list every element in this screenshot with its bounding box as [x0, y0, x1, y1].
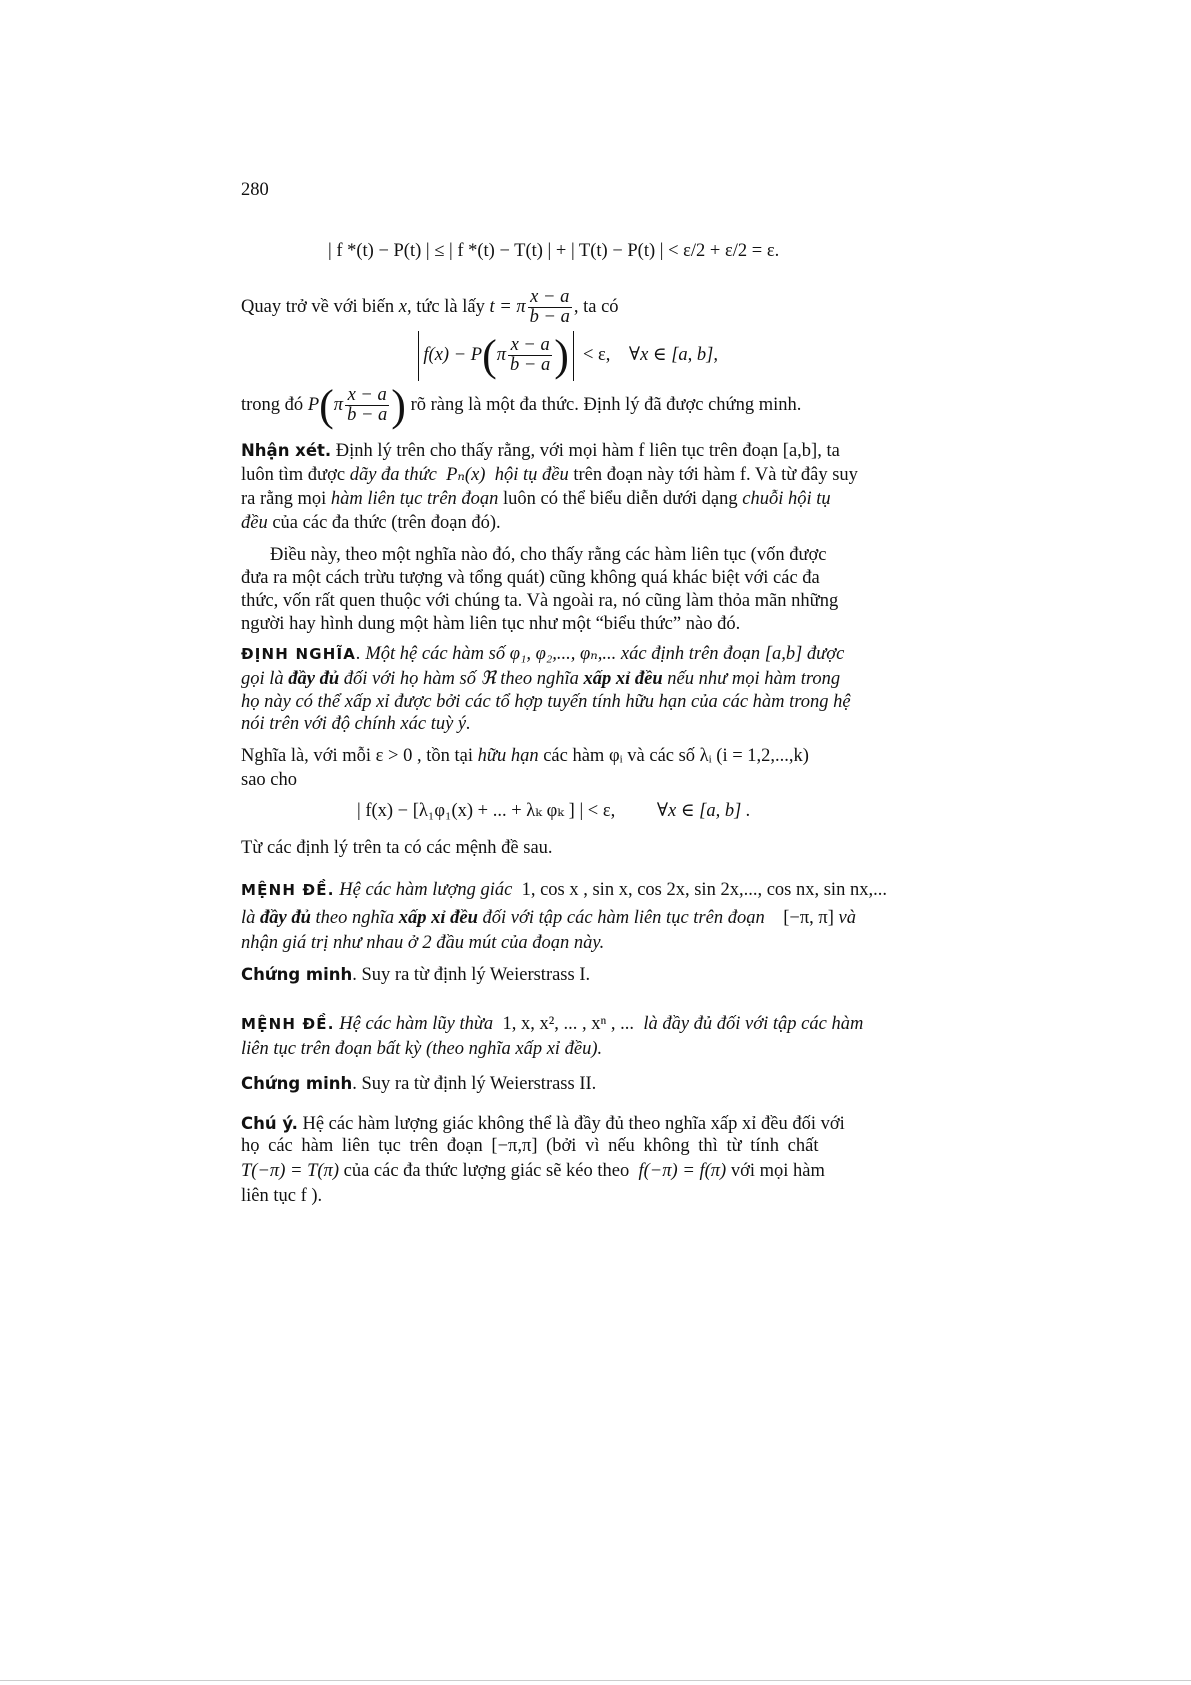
- text: chuỗi hội tụ: [742, 489, 831, 509]
- text: các hàm φᵢ và các số λᵢ (i = 1,2,...,k): [543, 746, 809, 766]
- note-line-3: [241, 1159, 825, 1183]
- paragraph-where: [241, 380, 802, 430]
- interval: [−π, π]: [783, 908, 834, 928]
- text: của các đa thức lượng giác sẽ kéo theo: [343, 1161, 630, 1181]
- text: Quay trở về với biến: [241, 296, 395, 317]
- forall-clause: ∀x ∈ [a, b],: [628, 345, 719, 365]
- text: . Suy ra từ định lý Weierstrass I.: [352, 965, 591, 985]
- remark-line-2: [241, 463, 858, 487]
- note-line-2: họ các hàm liên tục trên đoạn [−π,π] (bởi vì nếu không thì từ tính chất: [241, 1136, 819, 1156]
- proposition-1-line-1: [241, 878, 887, 902]
- meaning-line-1: Điều này, theo một nghĩa nào đó, cho thấy rằng các hàm liên tục (vốn được: [270, 545, 827, 565]
- fraction-denominator: b − a: [510, 355, 551, 376]
- proposition-label: MỆNH ĐỀ.: [241, 1015, 335, 1033]
- variable-x: x: [398, 296, 407, 317]
- text: và: [838, 908, 856, 928]
- P-symbol: P: [307, 395, 320, 415]
- paragraph-from-theorems: Từ các định lý trên ta có các mệnh đề sau.: [241, 838, 553, 858]
- meaning-line-3: thức, vốn rất quen thuộc với chúng ta. Và ngoài ra, nó cũng làm thỏa mãn những: [241, 591, 839, 611]
- note-label: Chú ý.: [241, 1114, 298, 1133]
- definition-line-3: họ này có thể xấp xỉ được bởi các tổ hợp tuyến tính hữu hạn của các hàm trong hệ: [241, 692, 851, 712]
- paren-close: ): [391, 380, 406, 430]
- definition-label: ĐỊNH NGHĨA: [241, 645, 357, 663]
- that-is-line-2: sao cho: [241, 770, 297, 790]
- text: dãy đa thức: [349, 465, 437, 485]
- text: luôn tìm được: [241, 465, 346, 485]
- text: đối với tập các hàm liên tục trên đoạn: [482, 908, 765, 928]
- text: nếu như mọi hàm trong: [667, 669, 841, 689]
- text: hữu hạn: [477, 746, 539, 766]
- proof-label: Chứng minh: [241, 965, 353, 984]
- fraction-numerator: x − a: [508, 336, 552, 356]
- equation-linear-combination: [357, 800, 751, 822]
- text: gọi là: [241, 669, 284, 689]
- inequality-tail: < ε,: [582, 345, 611, 365]
- phi-sequence: φ₁, φ₂,..., φₙ,...: [509, 644, 617, 664]
- abs-bar-right: [573, 331, 574, 381]
- proposition-1-line-2: [241, 906, 856, 930]
- definition-line-4: nói trên với độ chính xác tuỳ ý.: [241, 714, 471, 734]
- text: là: [241, 908, 256, 928]
- pi: π: [333, 395, 344, 415]
- text: ra rằng mọi: [241, 489, 327, 509]
- text: Nghĩa là, với mỗi ε > 0 , tồn tại: [241, 746, 473, 766]
- equation-triangle-inequality: | f *(t) − P(t) | ≤ | f *(t) − T(t) | + | T(t) − P(t) | < ε/2 + ε/2 = ε.: [328, 241, 780, 261]
- text: xấp xỉ đều: [398, 908, 478, 928]
- text: đầy đủ: [260, 908, 311, 928]
- paragraph-return-to-x: [241, 288, 619, 327]
- text: Định lý trên cho thấy rằng, với mọi hàm f liên tục trên đoạn [a,b], ta: [335, 441, 840, 461]
- text: đầy đủ: [288, 669, 340, 689]
- fraction: [508, 336, 552, 375]
- text: của các đa thức (trên đoạn đó).: [272, 513, 501, 533]
- abs-bar-left: [418, 331, 419, 381]
- text: , tức là lấy: [406, 296, 485, 317]
- T-identity: T(−π) = T(π): [241, 1161, 339, 1181]
- text: hội tụ đều: [494, 465, 569, 485]
- fraction-denominator: b − a: [529, 307, 570, 327]
- text: . Suy ra từ định lý Weierstrass II.: [352, 1074, 597, 1094]
- remark-label: Nhận xét.: [241, 441, 332, 460]
- f-identity: f(−π) = f(π): [638, 1161, 727, 1181]
- trig-system: 1, cos x , sin x, cos 2x, sin 2x,..., cos nx, sin nx,...: [521, 880, 887, 900]
- proposition-label: MỆNH ĐỀ.: [241, 881, 335, 899]
- paren-open: (: [482, 330, 497, 380]
- text: hàm liên tục trên đoạn: [330, 489, 499, 509]
- t-expression: t = π: [489, 296, 526, 317]
- note-line-4: liên tục f ).: [241, 1186, 323, 1206]
- definition-line-2: [241, 667, 840, 691]
- fx-term: f(x) − P: [423, 345, 483, 365]
- text: là đầy đủ đối với tập các hàm: [643, 1014, 864, 1034]
- meaning-line-2: đưa ra một cách trừu tượng và tổng quát) cũng không quá khác biệt với các đa: [241, 568, 820, 588]
- text: trên đoạn này tới hàm f. Và từ đây suy: [573, 465, 858, 485]
- page-number: 280: [241, 180, 269, 200]
- proposition-2-line-2: liên tục trên đoạn bất kỳ (theo nghĩa xấp xỉ đều).: [241, 1039, 603, 1059]
- proof-1: [241, 963, 590, 987]
- fraction: [528, 288, 572, 327]
- proof-2: [241, 1072, 596, 1096]
- text: đều: [241, 513, 268, 533]
- fraction: [345, 386, 389, 425]
- text: xấp xỉ đều: [583, 669, 663, 689]
- text: luôn có thể biểu diễn dưới dạng: [503, 489, 738, 509]
- proof-label: Chứng minh: [241, 1074, 353, 1093]
- paren-close: ): [554, 330, 569, 380]
- text: , ta có: [573, 296, 619, 317]
- text: trong đó: [241, 395, 304, 415]
- text: . Một hệ các hàm số: [356, 644, 506, 664]
- remark-line-4: [241, 511, 501, 535]
- text: đối với họ hàm số ℜ theo nghĩa: [343, 669, 579, 689]
- that-is-line-1: [241, 744, 809, 768]
- power-system: 1, x, x², ... , xⁿ , ...: [502, 1014, 635, 1034]
- text: Hệ các hàm lượng giác không thể là đầy đủ theo nghĩa xấp xỉ đều đối với: [302, 1114, 845, 1134]
- Pn-symbol: Pₙ(x): [446, 465, 486, 485]
- note-line-1: [241, 1112, 845, 1136]
- remark-line-3: [241, 487, 831, 511]
- text: xác định trên đoạn [a,b] được: [620, 644, 845, 664]
- fraction-numerator: x − a: [528, 288, 572, 308]
- definition-line-1: [241, 642, 844, 666]
- text: Hệ các hàm lũy thừa: [339, 1014, 494, 1034]
- paren-open: (: [319, 380, 334, 430]
- forall-clause: ∀x ∈ [a, b] .: [656, 801, 751, 821]
- text: theo nghĩa: [315, 908, 395, 928]
- text: rõ ràng là một đa thức. Định lý đã được chứng minh.: [410, 395, 802, 415]
- fraction-denominator: b − a: [347, 405, 388, 426]
- page-bottom-edge: [0, 1680, 1191, 1681]
- meaning-line-4: người hay hình dung một hàm liên tục như một “biểu thức” nào đó.: [241, 614, 741, 634]
- expression: | f(x) − [λ₁φ₁(x) + ... + λₖ φₖ ] | < ε,: [357, 801, 616, 821]
- fraction-numerator: x − a: [345, 386, 389, 406]
- text: Hệ các hàm lượng giác: [339, 880, 513, 900]
- remark-line-1: [241, 439, 840, 463]
- text: với mọi hàm: [730, 1161, 825, 1181]
- proposition-2-line-1: [241, 1012, 863, 1036]
- equation-approximation: [414, 330, 718, 381]
- proposition-1-line-3: nhận giá trị như nhau ở 2 đầu mút của đoạn này.: [241, 933, 605, 953]
- pi: π: [496, 345, 507, 365]
